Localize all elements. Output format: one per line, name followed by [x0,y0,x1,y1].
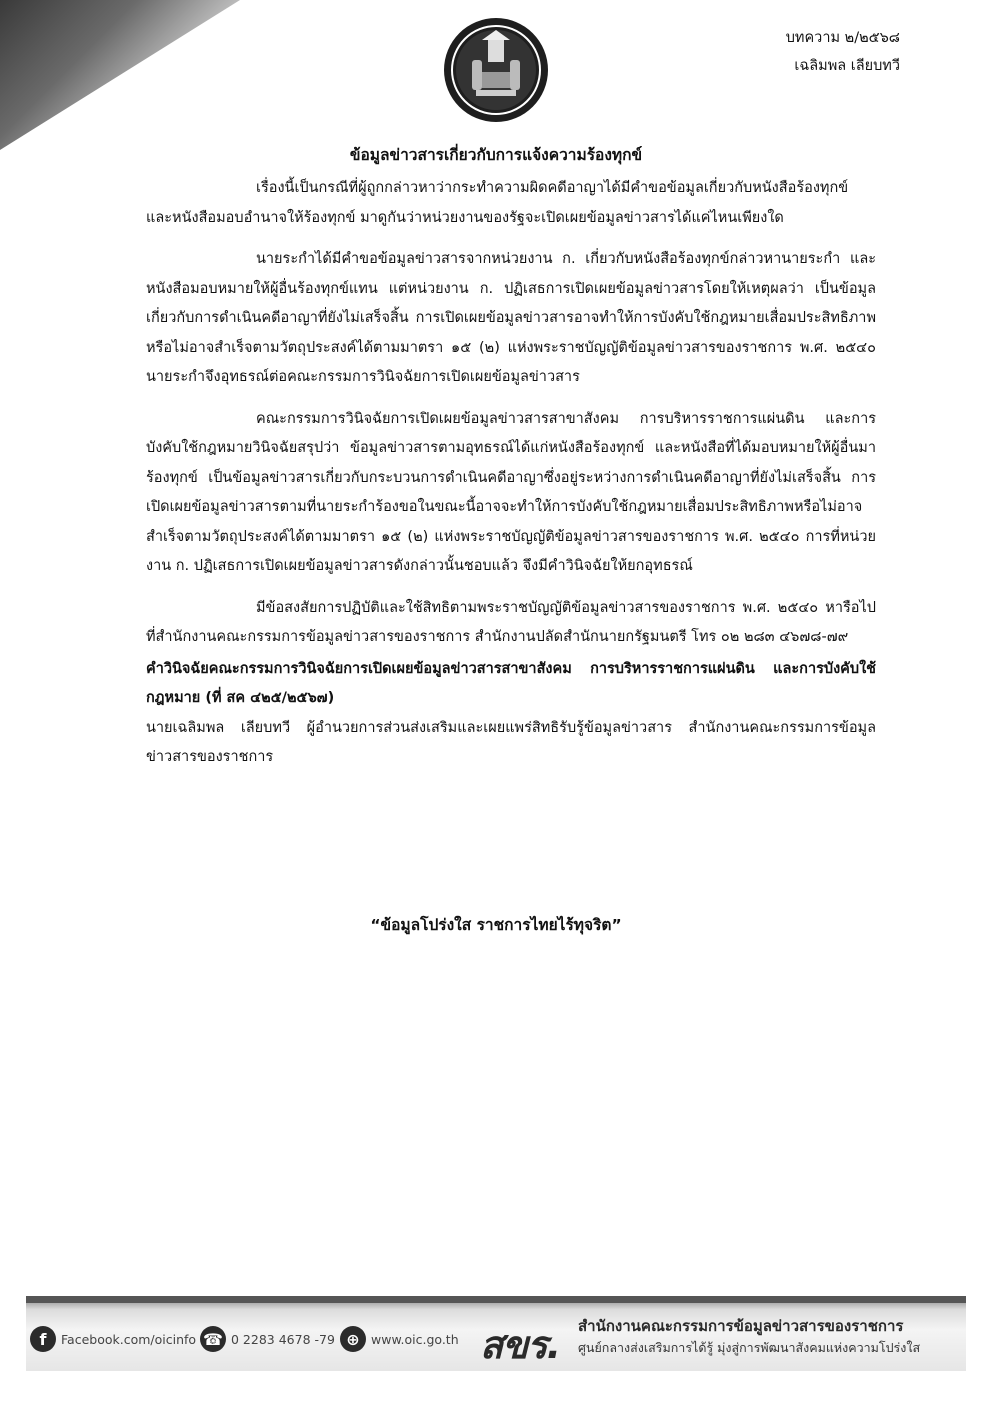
footer-website[interactable] [340,1326,459,1352]
corner-shade [0,0,240,150]
facebook-link[interactable]: Facebook.com/oicinfo [61,1331,197,1347]
brand-logo: สขร. [480,1323,561,1367]
paragraph-ruling: คณะกรรมการวินิจฉัยการเปิดเผยข้อมูลข่าวสารสาขาสังคม การบริหารราชการแผ่นดิน และการบังคับใช้กฎหมายวินิจฉัยสรุปว่า ข้อมูลข่าวสารตามอุทธรณ์ได้แก่หนังสือร้องทุกข์ และหนังสือที่ได้มอบหมายให้ผู้อื่นมาร้องทุกข์ เป็นข้อมูลข่าวสารเกี่ยวกับกระบวนการดำเนินคดีอาญาซึ่งอยู่ระหว่างการดำเนินคดีอาญาที่ยังไม่เสร็จสิ้น การเปิดเผยข้อมูลข่าวสารตามที่นายระกำร้องขอในขณะนี้อาจจะทำให้การบังคับใช้กฎหมายเสื่อมประสิทธิภาพหรือไม่อาจสำเร็จตามวัตถุประสงค์ได้ตามมาตรา ๑๕ (๒) แห่งพระราชบัญญัติข้อมูลข่าวสารของราชการ พ.ศ. ๒๕๔๐ การที่หน่วยงาน ก. ปฏิเสธการเปิดเผยข้อมูลข่าวสารดังกล่าวนั้นชอบแล้ว จึงมีคำวินิจฉัยให้ยกอุทธรณ์ [146,410,876,574]
footer-top-line [26,1296,966,1303]
paragraph-case: นายระกำได้มีคำขอข้อมูลข่าวสารจากหน่วยงาน ก. เกี่ยวกับหนังสือร้องทุกข์กล่าวหานายระกำ และหนังสือมอบหมายให้ผู้อื่นร้องทุกข์แทน แต่หน่วยงาน ก. ปฏิเสธการเปิดเผยข้อมูลข่าวสารโดยให้เหตุผลว่า เป็นข้อมูลเกี่ยวกับการดำเนินคดีอาญาที่ยังไม่เสร็จสิ้น การเปิดเผยข้อมูลข่าวสารอาจทำให้การบังคับใช้กฎหมายเสื่อมประสิทธิภาพหรือไม่อาจสำเร็จตามวัตถุประสงค์ได้ตามมาตรา ๑๕ (๒) แห่งพระราชบัญญัติข้อมูลข่าวสารของราชการ พ.ศ. ๒๕๔๐ นายระกำจึงอุทธรณ์ต่อคณะกรรมการวินิจฉัยการเปิดเผยข้อมูลข่าวสาร [146,251,876,385]
footer-phone[interactable] [200,1326,335,1352]
article-meta [786,24,900,80]
facebook-icon: f [30,1326,56,1352]
article-author: เฉลิมพล เลียบทวี [794,58,900,74]
phone-icon: ☎ [200,1326,226,1352]
website-link[interactable]: www.oic.go.th [371,1331,459,1347]
ruling-reference: คำวินิจฉัยคณะกรรมการวินิจฉัยการเปิดเผยข้อมูลข่าวสารสาขาสังคม การบริหารราชการแผ่นดิน และการบังคับใช้กฎหมาย (ที่ สค ๔๒๕/๒๕๖๗) [146,660,876,706]
author-line: นายเฉลิมพล เลียบทวี ผู้อำนวยการส่วนส่งเสริมและเผยแพร่สิทธิรับรู้ข้อมูลข่าวสาร สำนักงานคณะกรรมการข้อมูลข่าวสารของราชการ [146,719,876,765]
organization-name: สำนักงานคณะกรรมการข้อมูลข่าวสารของราชการ [578,1317,904,1335]
footer-facebook[interactable] [30,1326,196,1352]
document-title: ข้อมูลข่าวสารเกี่ยวกับการแจ้งความร้องทุกข์ [349,146,643,164]
government-emblem [442,16,550,124]
globe-icon: ⊕ [340,1326,366,1352]
paragraph-contact: มีข้อสงสัยการปฏิบัติและใช้สิทธิตามพระราชบัญญัติข้อมูลข่าวสารของราชการ พ.ศ. ๒๕๔๐ หารือไปที่สำนักงานคณะกรรมการข้อมูลข่าวสารของราชการ สำนักงานปลัดสำนักนายกรัฐมนตรี โทร ๐๒ ๒๘๓ ๔๖๗๘-๗๙ [146,599,876,645]
paragraph-intro: เรื่องนี้เป็นกรณีที่ผู้ถูกกล่าวหาว่ากระทำความผิดคดีอาญาได้มีคำขอข้อมูลเกี่ยวกับหนังสือร้องทุกข์ และหนังสือมอบอำนาจให้ร้องทุกข์ มาดูกันว่าหน่วยงานของรัฐจะเปิดเผยข้อมูลข่าวสารได้แค่ไหนเพียงใด [146,180,849,226]
phone-number[interactable]: 0 2283 4678 -79 [231,1331,335,1347]
article-number: บทความ ๒/๒๕๖๘ [785,30,900,46]
organization-tagline: ศูนย์กลางส่งเสริมการได้รู้ มุ่งสู่การพัฒนาสังคมแห่งความโปร่งใส [578,1340,921,1355]
slogan: “ข้อมูลโปร่งใส ราชการไทยไร้ทุจริต” [370,916,622,934]
document-body [146,174,876,773]
